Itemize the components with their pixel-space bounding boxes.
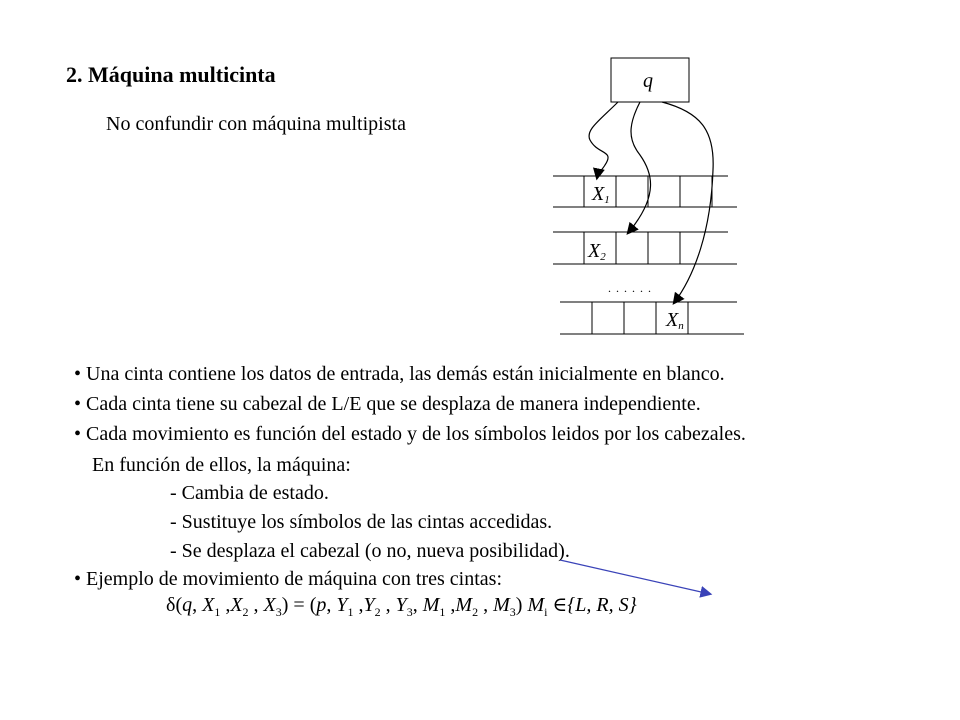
sub-item-2: - Sustituye los símbolos de las cintas accedidas. bbox=[170, 511, 553, 533]
svg-text:Xn bbox=[665, 309, 684, 332]
sub-intro: En función de ellos, la máquina: bbox=[92, 454, 351, 476]
bullet-3: • Cada movimiento es función del estado y de los símbolos leidos por los cabezales. bbox=[74, 423, 746, 445]
head-arrow-n bbox=[662, 102, 713, 303]
bullet-4: • Ejemplo de movimiento de máquina con tres cintas: bbox=[74, 568, 503, 590]
sub-item-3: - Se desplaza el cabezal (o no, nueva posibilidad). bbox=[170, 540, 570, 562]
tape-1-symbol: X bbox=[592, 183, 605, 205]
blue-annotation-arrow bbox=[560, 560, 710, 594]
tape-1 bbox=[553, 176, 737, 207]
head-arrow-2 bbox=[628, 102, 651, 233]
state-label: q bbox=[643, 70, 653, 92]
tape-n bbox=[560, 302, 744, 334]
svg-text:X1 bbox=[591, 183, 610, 206]
bullet-2: • Cada cinta tiene su cabezal de L/E que se desplaza de manera independiente. bbox=[74, 393, 701, 415]
head-arrow-1 bbox=[589, 102, 618, 178]
page-title: 2. Máquina multicinta bbox=[66, 62, 276, 87]
svg-text:X2 bbox=[587, 240, 606, 263]
tape-2-subscript: 2 bbox=[600, 251, 606, 263]
tape-ellipsis: . . . . . . bbox=[608, 281, 652, 295]
tape-n-subscript: n bbox=[678, 320, 684, 332]
tape-2-symbol: X bbox=[588, 240, 601, 262]
tape-1-subscript: 1 bbox=[604, 194, 610, 206]
tape-2 bbox=[553, 232, 737, 264]
bullet-1: • Una cinta contiene los datos de entrada, las demás están inicialmente en blanco. bbox=[74, 363, 725, 385]
transition-formula: δ(q, $X_1$ $,X_2$ , $X_3) = (p$, $Y_1$ $,Y_2$ , $Y_3$, $M_1$ $,M_2$ , $M_3$) $M_i$ ∈{L, R, S} bbox=[166, 594, 637, 619]
subtitle: No confundir con máquina multipista bbox=[106, 113, 406, 135]
tape-n-symbol: X bbox=[666, 309, 679, 331]
sub-item-1: - Cambia de estado. bbox=[170, 482, 329, 504]
